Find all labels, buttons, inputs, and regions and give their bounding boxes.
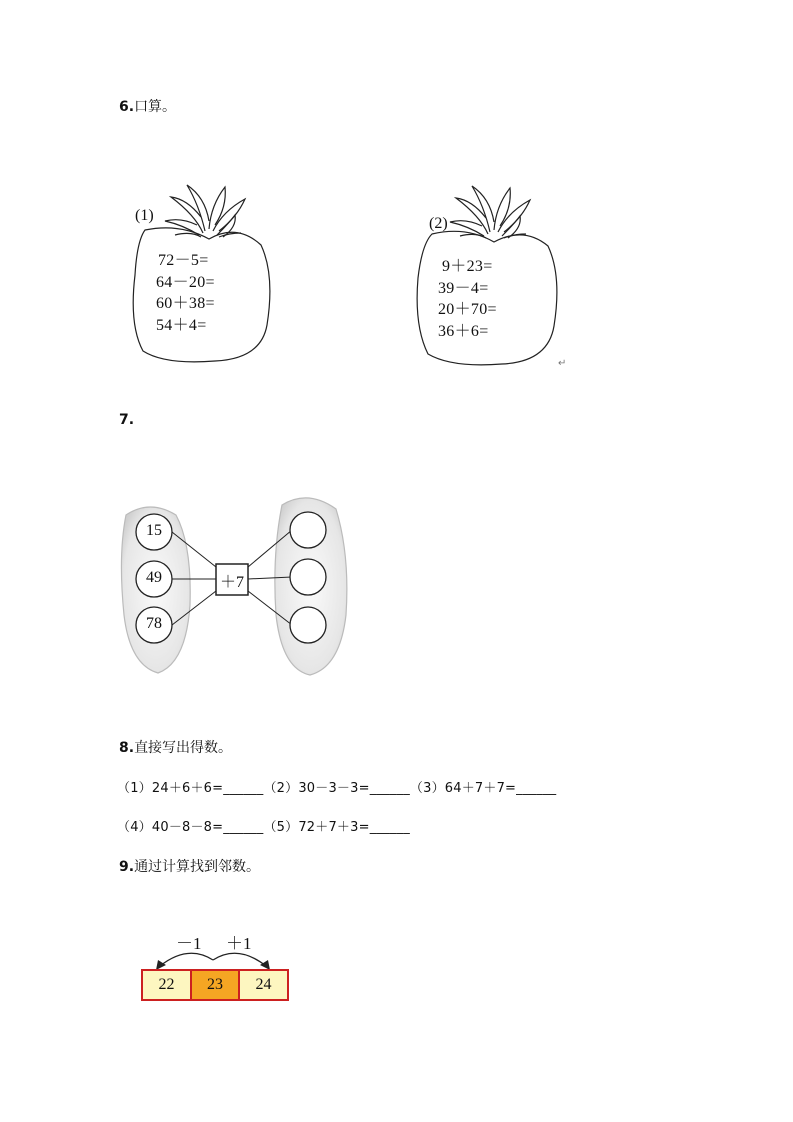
answer-circle-2[interactable] xyxy=(290,559,326,595)
return-mark: ↵ xyxy=(558,358,567,369)
equation: 36＋6= xyxy=(438,322,489,340)
pineapple-1-label: (1) xyxy=(135,207,154,224)
minus-one-label: －1 xyxy=(176,934,202,953)
right-arc-arrow xyxy=(213,953,266,966)
input-value-1: 15 xyxy=(146,522,162,539)
q7-number: 7. xyxy=(119,412,135,428)
q9-number: 9. xyxy=(119,859,135,875)
right-neighbor-cell: 24 xyxy=(240,971,287,999)
equation: 72－5= xyxy=(158,252,209,269)
plus-one-label: ＋1 xyxy=(226,934,252,953)
q8-line-2[interactable]: （4）40－8－8=______（5）72＋7＋3=______ xyxy=(117,820,410,835)
q8-title-text: 直接写出得数。 xyxy=(134,740,233,756)
answer-circle-3[interactable] xyxy=(290,607,326,643)
q6-title xyxy=(119,96,176,116)
equation: 9＋23= xyxy=(442,258,493,275)
input-value-2: 49 xyxy=(146,569,162,586)
q8-line-1[interactable]: （1）24＋6＋6=______（2）30－3－3=______（3）64＋7＋7=______ xyxy=(117,781,557,796)
equation: 39－4= xyxy=(438,279,489,297)
pineapple-2-label: (2) xyxy=(429,215,448,232)
answer-circle-1[interactable] xyxy=(290,512,326,548)
q6-number: 6. xyxy=(119,99,135,115)
q8-title xyxy=(119,737,232,757)
input-value-3: 78 xyxy=(146,615,162,632)
center-cell: 23 xyxy=(192,971,240,999)
operation-label: ＋7 xyxy=(219,574,244,591)
left-arc-arrow xyxy=(160,953,213,966)
equation: 20＋70= xyxy=(438,301,497,318)
equation: 64－20= xyxy=(156,273,215,291)
q7-title xyxy=(119,412,134,428)
q9-title xyxy=(119,856,260,876)
pineapple-1-equations xyxy=(156,250,215,336)
equation: 60＋38= xyxy=(156,295,215,312)
q9-title-text: 通过计算找到邻数。 xyxy=(134,859,261,875)
q8-number: 8. xyxy=(119,740,135,756)
q6-title-text: 口算。 xyxy=(134,99,177,115)
pineapple-2-equations xyxy=(438,256,497,342)
number-strip xyxy=(141,969,289,1001)
arc-arrows xyxy=(140,940,290,972)
left-neighbor-cell: 22 xyxy=(143,971,192,999)
equation: 54＋4= xyxy=(156,316,207,334)
